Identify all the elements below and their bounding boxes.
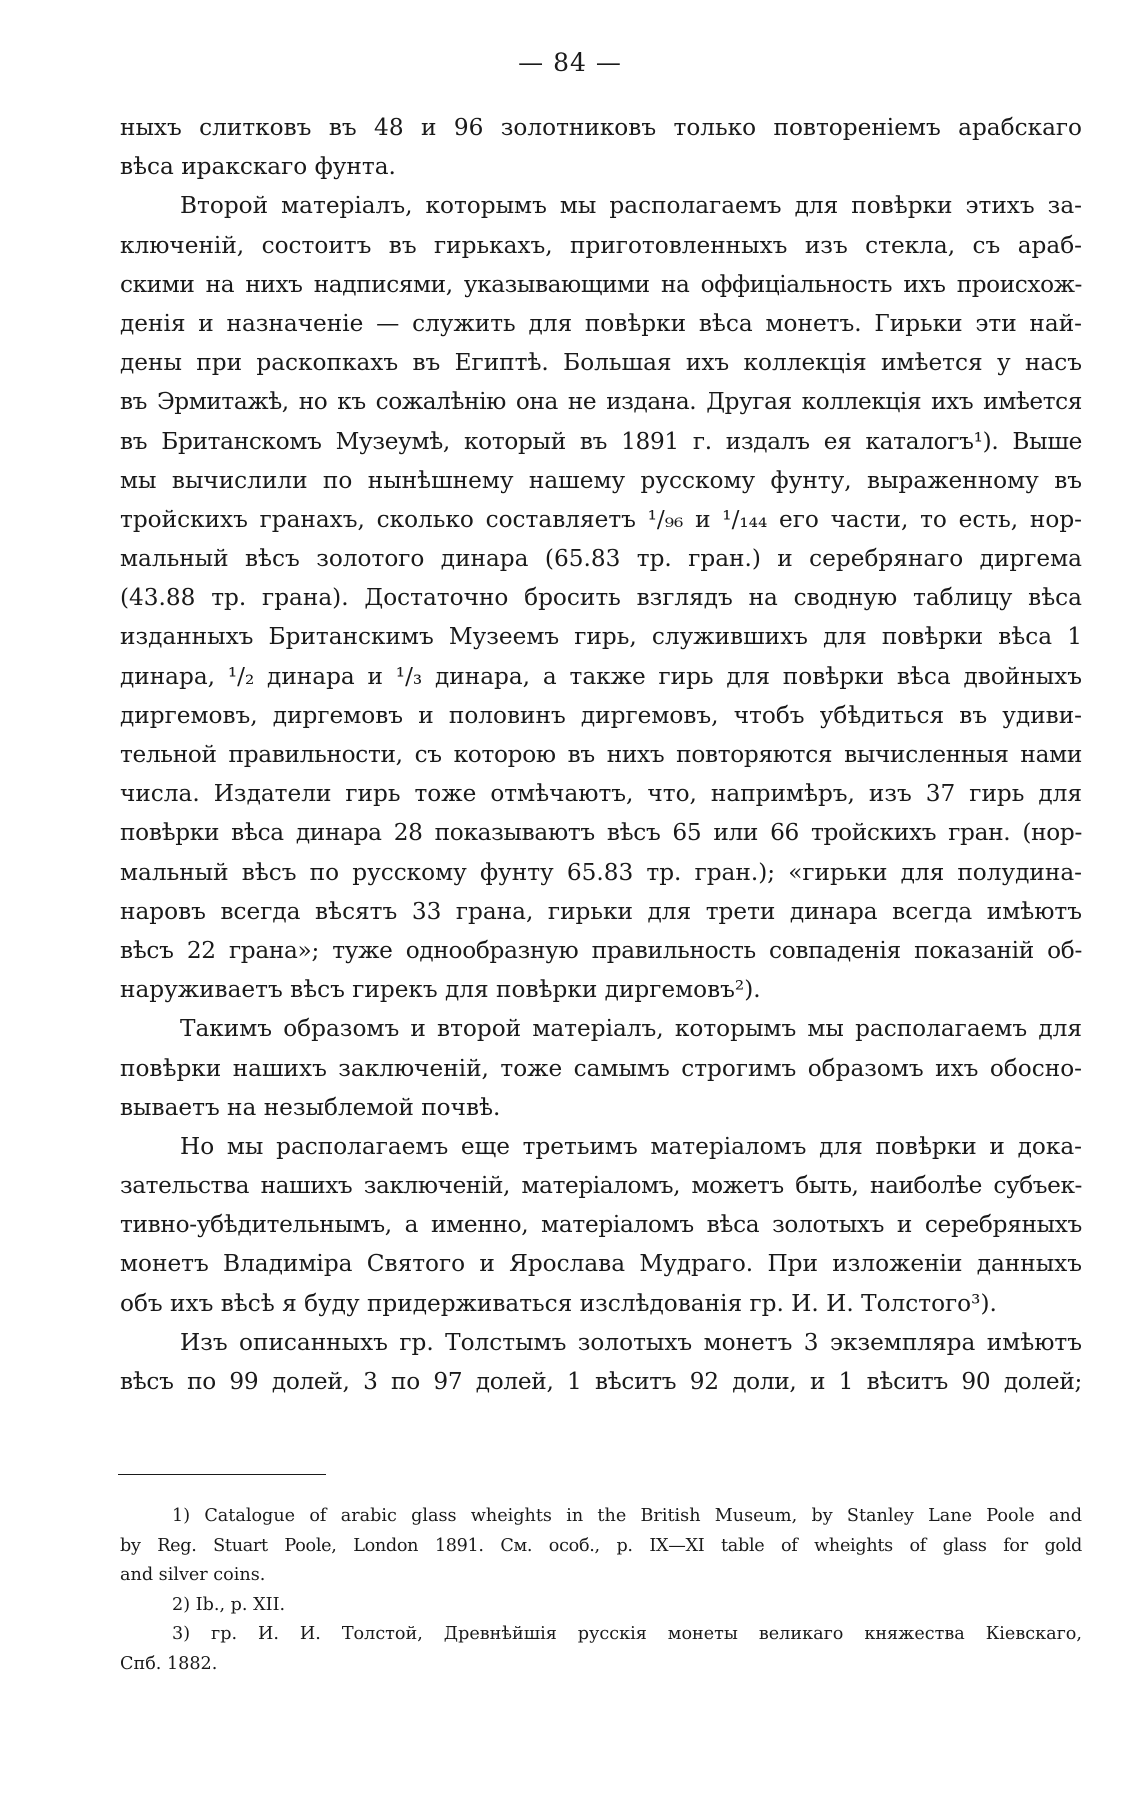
footnotes <box>120 1502 1082 1679</box>
text-line: объ ихъ вѣсѣ я буду придерживаться изслѣдованія гр. И. И. Толстого³). <box>120 1289 997 1317</box>
text-line: диргемовъ, диргемовъ и половинъ диргемовъ, чтобъ убѣдиться въ удиви- <box>120 701 1082 729</box>
text-line: наруживаетъ вѣсъ гирекъ для повѣрки диргемовъ²). <box>120 976 761 1004</box>
footnote-line: and silver coins. <box>120 1565 266 1585</box>
text-line: мы вычислили по нынѣшнему нашему русскому фунту, выраженному въ <box>120 466 1082 494</box>
text-line: тивно-убѣдительнымъ, а именно, матеріаломъ вѣса золотыхъ и серебряныхъ <box>120 1211 1082 1239</box>
text-line: динара, ¹/₂ динара и ¹/₃ динара, а также гирь для повѣрки вѣса двойныхъ <box>120 662 1082 690</box>
body-text <box>120 108 1082 1401</box>
text-line: мальный вѣсъ золотого динара (65.83 тр. гран.) и серебрянаго диргема <box>120 545 1082 573</box>
text-line: повѣрки нашихъ заключеній, тоже самымъ строгимъ образомъ ихъ обосно- <box>120 1054 1082 1082</box>
text-line: Такимъ образомъ и второй матеріалъ, которымъ мы располагаемъ для <box>180 1015 1082 1043</box>
footnote-line: 2) Ib., p. XII. <box>172 1594 286 1615</box>
text-line: въ Британскомъ Музеумѣ, который въ 1891 г. издалъ ея каталогъ¹). Выше <box>120 427 1082 455</box>
page-number: — 84 — <box>518 48 622 77</box>
footnote-divider <box>118 1474 326 1475</box>
text-line: вѣса иракскаго фунта. <box>120 153 396 181</box>
text-line: ключеній, состоитъ въ гирькахъ, приготовленныхъ изъ стекла, съ араб- <box>120 231 1082 259</box>
text-line: Изъ описанныхъ гр. Толстымъ золотыхъ монетъ 3 экземпляра имѣютъ <box>180 1328 1082 1356</box>
text-line: въ Эрмитажѣ, но къ сожалѣнію она не издана. Другая коллекція ихъ имѣется <box>120 388 1082 416</box>
text-line: тройскихъ гранахъ, сколько составляетъ ¹/₉₆ и ¹/₁₄₄ его части, то есть, нор- <box>120 505 1082 533</box>
text-line: скими на нихъ надписями, указывающими на оффиціальность ихъ происхож- <box>120 270 1082 298</box>
text-line: вываетъ на незыблемой почвѣ. <box>120 1093 501 1121</box>
text-line: монетъ Владиміра Святого и Ярослава Мудраго. При изложеніи данныхъ <box>120 1250 1082 1278</box>
text-line: ныхъ слитковъ въ 48 и 96 золотниковъ только повтореніемъ арабскаго <box>120 114 1082 141</box>
text-line: мальный вѣсъ по русскому фунту 65.83 тр. гран.); «гирьки для полудина- <box>120 858 1082 886</box>
text-line: дены при раскопкахъ въ Египтѣ. Большая ихъ коллекція имѣется у насъ <box>120 349 1082 377</box>
text-line: тельной правильности, съ которою въ нихъ повторяются вычисленныя нами <box>120 741 1082 768</box>
text-line: Но мы располагаемъ еще третьимъ матеріаломъ для повѣрки и дока- <box>180 1132 1082 1160</box>
text-line: (43.88 тр. грана). Достаточно бросить взглядъ на сводную таблицу вѣса <box>120 584 1082 612</box>
text-line: повѣрки вѣса динара 28 показываютъ вѣсъ 65 или 66 тройскихъ гран. (нор- <box>120 819 1082 847</box>
text-line: зательства нашихъ заключеній, матеріаломъ, можетъ быть, наиболѣе субъек- <box>120 1172 1082 1200</box>
footnote-line: by Reg. Stuart Poole, London 1891. См. особ., p. IX—XI table of wheights of glass for gold <box>120 1535 1082 1556</box>
text-line: вѣсъ по 99 долей, 3 по 97 долей, 1 вѣситъ 92 доли, и 1 вѣситъ 90 долей; <box>120 1368 1082 1395</box>
text-line: Второй матеріалъ, которымъ мы располагаемъ для повѣрки этихъ за- <box>180 192 1082 220</box>
text-line: вѣсъ 22 грана»; туже однообразную правильность совпаденія показаній об- <box>120 936 1082 964</box>
footnote-line: 1) Catalogue of arabic glass wheights in the British Museum, by Stanley Lane Poole and <box>172 1506 1082 1526</box>
text-line: числа. Издатели гирь тоже отмѣчаютъ, что, напримѣръ, изъ 37 гирь для <box>120 780 1082 808</box>
text-line: изданныхъ Британскимъ Музеемъ гирь, служившихъ для повѣрки вѣса 1 <box>120 623 1082 651</box>
text-line: денія и назначеніе — служить для повѣрки вѣса монетъ. Гирьки эти най- <box>120 309 1082 337</box>
text-line: наровъ всегда вѣсятъ 33 грана, гирьки для трети динара всегда имѣютъ <box>120 897 1082 925</box>
footnote-line: 3) гр. И. И. Толстой, Древнѣйшія русскія монеты великаго княжества Кіевскаго, <box>172 1624 1082 1644</box>
footnote-line: Спб. 1882. <box>120 1653 218 1674</box>
